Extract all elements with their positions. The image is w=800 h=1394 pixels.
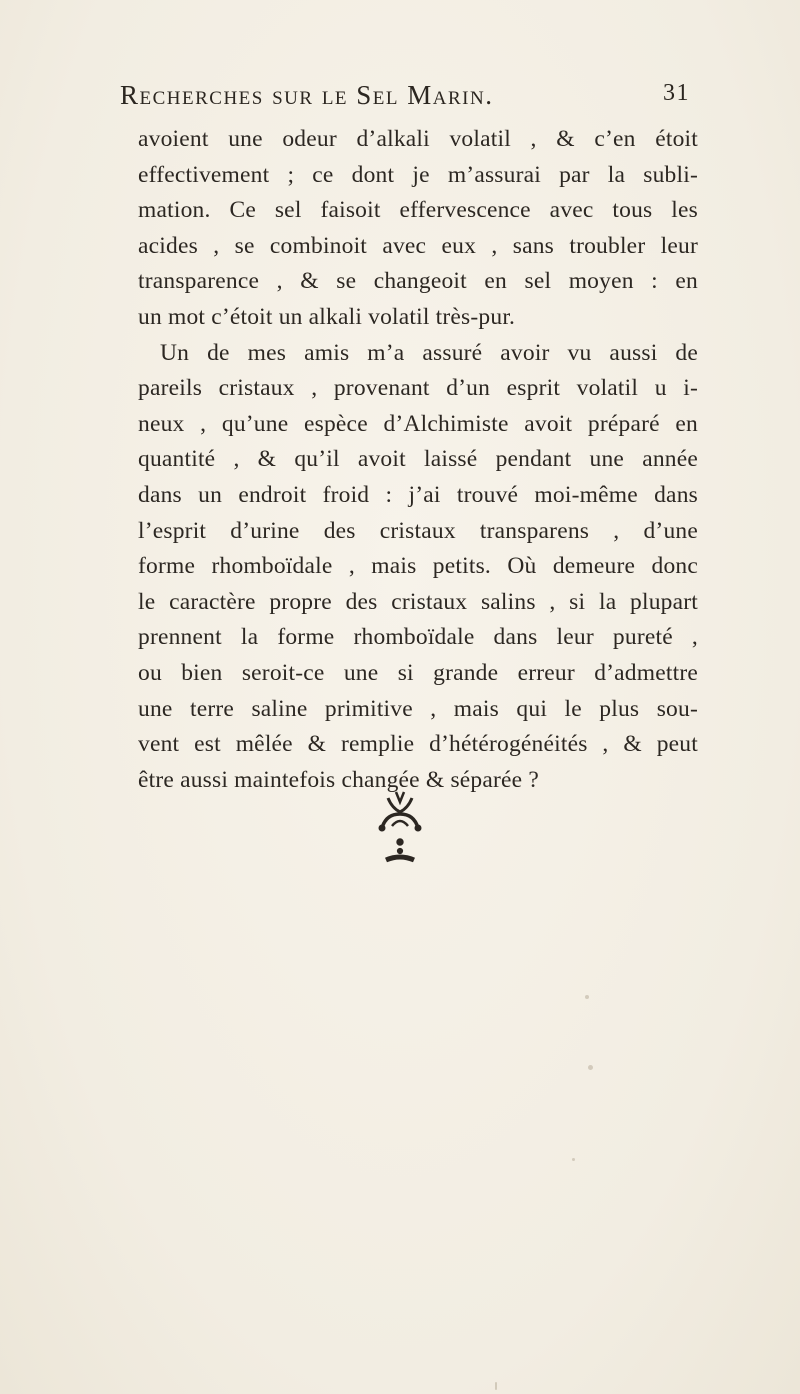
text-line: prennent la forme rhomboïdale dans leur pureté , — [138, 624, 698, 651]
paper-speck — [495, 1382, 497, 1390]
text-line: effectivement ; ce dont je m’assurai par la subli- — [138, 161, 698, 188]
paper-speck — [588, 1065, 593, 1070]
body-text — [138, 122, 698, 798]
text-line: pareils cristaux , provenant d’un esprit volatil u i- — [138, 375, 698, 402]
text-line: acides , se combinoit avec eux , sans troubler leur — [138, 232, 698, 259]
paper-speck — [572, 1158, 575, 1161]
running-head — [120, 80, 690, 114]
text-line: un mot c’étoit un alkali volatil très-pur. — [138, 303, 516, 330]
text-line: l’esprit d’urine des cristaux transparens , d’une — [138, 517, 698, 544]
page-number: 31 — [663, 80, 690, 106]
printers-ornament-icon — [368, 788, 432, 870]
text-line: vent est mêlée & remplie d’hétérogénéités , & peut — [138, 731, 698, 758]
text-line: forme rhomboïdale , mais petits. Où demeure donc — [138, 553, 698, 580]
text-line: Un de mes amis m’a assuré avoir vu aussi de — [160, 339, 698, 366]
running-head-title: Recherches sur le Sel Marin. — [120, 80, 494, 110]
text-line: le caractère propre des cristaux salins , si la plupart — [138, 588, 698, 615]
text-line: mation. Ce sel faisoit effervescence avec tous les — [138, 197, 698, 224]
text-line: être aussi maintefois changée & séparée ? — [138, 766, 539, 793]
text-line: quantité , & qu’il avoit laissé pendant une année — [138, 446, 698, 473]
text-line: avoient une odeur d’alkali volatil , & c’en étoit — [138, 126, 698, 152]
text-line: une terre saline primitive , mais qui le plus sou- — [138, 695, 698, 722]
text-line: transparence , & se changeoit en sel moyen : en — [138, 268, 698, 295]
paper-speck — [585, 995, 589, 999]
text-line: ou bien seroit-ce une si grande erreur d’admettre — [138, 659, 698, 686]
text-line: dans un endroit froid : j’ai trouvé moi-même dans — [138, 481, 698, 508]
text-line: neux , qu’une espèce d’Alchimiste avoit préparé en — [138, 410, 698, 437]
